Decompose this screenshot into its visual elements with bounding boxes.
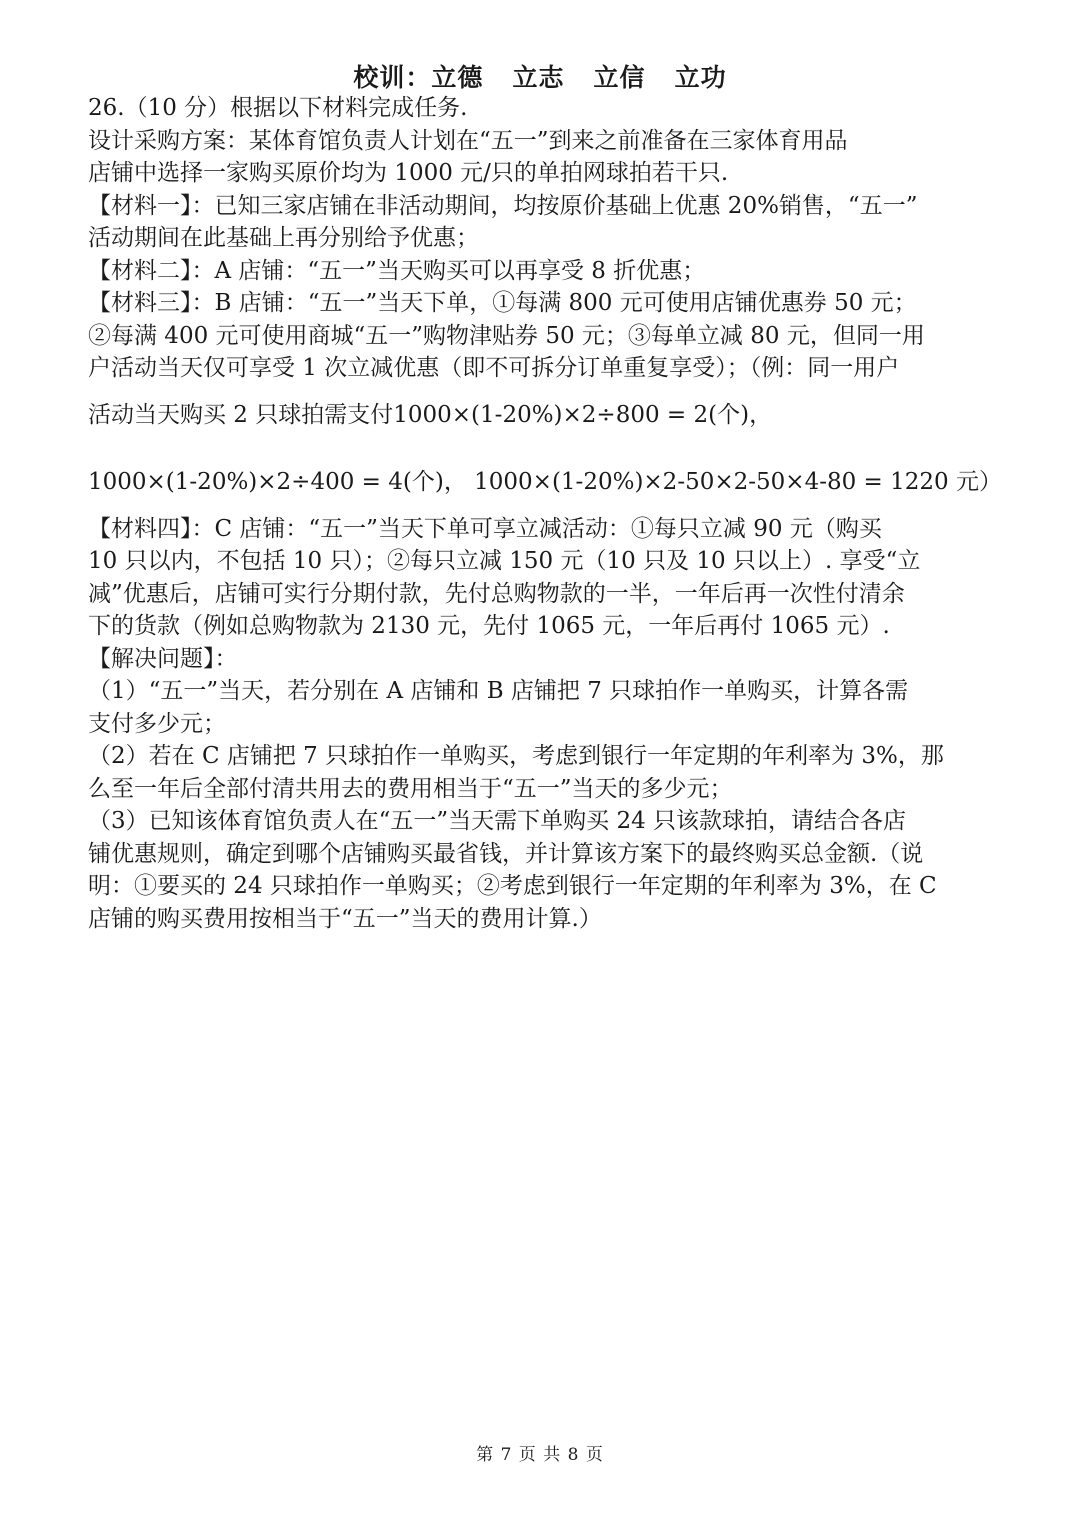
- example-formula-line: 活动当天购买 2 只球拍需支付1000×(1-20%)×2÷800 = 2(个)，: [88, 401, 773, 428]
- example-formula-line: 1000×(1-20%)×2÷400 = 4(个)， 1000×(1-20%)×2-50×2-50×4-80 = 1220 元）: [88, 469, 1002, 495]
- question-line: 铺优惠规则，确定到哪个店铺购买最省钱，并计算该方案下的最终购买总金额.（说: [88, 840, 924, 867]
- question-line: 么至一年后全部付清共用去的费用相当于“五一”当天的多少元；: [88, 775, 733, 802]
- question-line: 店铺的购买费用按相当于“五一”当天的费用计算.）: [88, 905, 602, 932]
- question-line: 户活动当天仅可享受 1 次立减优惠（即不可拆分订单重复享受）；（例：同一用户: [88, 355, 900, 381]
- page-number: 第 7 页 共 8 页: [476, 1445, 604, 1465]
- question-line: 支付多少元；: [88, 710, 226, 737]
- question-line: 【材料一】：已知三家店铺在非活动期间，均按原价基础上优惠 20%销售，“五一”: [88, 192, 918, 219]
- question-line: 【材料三】：B 店铺：“五一”当天下单，①每满 800 元可使用店铺优惠券 50 元；: [88, 290, 917, 316]
- question-line: （3）已知该体育馆负责人在“五一”当天需下单购买 24 只该款球拍，请结合各店: [88, 808, 907, 834]
- question-line: 店铺中选择一家购买原价均为 1000 元/只的单拍网球拍若干只.: [88, 160, 729, 186]
- question-26: [88, 92, 1008, 935]
- question-line: 下的货款（例如总购物款为 2130 元，先付 1065 元，一年后再付 1065 元）.: [88, 613, 890, 639]
- school-motto: 校训：立德 立志 立信 立功: [353, 63, 727, 92]
- question-line: 26.（10 分）根据以下材料完成任务.: [88, 95, 468, 121]
- question-line: 设计采购方案：某体育馆负责人计划在“五一”到来之前准备在三家体育用品: [88, 127, 848, 154]
- question-line: 【解决问题】：: [88, 645, 238, 672]
- question-line: 10 只以内，不包括 10 只）；②每只立减 150 元（10 只及 10 只以上）. 享受“立: [88, 548, 921, 574]
- question-line: 活动期间在此基础上再分别给予优惠；: [88, 225, 479, 251]
- question-line: 减”优惠后，店铺可实行分期付款，先付总购物款的一半，一年后再一次性付清余: [88, 580, 905, 607]
- question-line: 【材料二】：A 店铺：“五一”当天购买可以再享受 8 折优惠；: [88, 257, 706, 284]
- question-line: （2）若在 C 店铺把 7 只球拍作一单购买，考虑到银行一年定期的年利率为 3%，那: [88, 743, 944, 769]
- question-line: 明：①要买的 24 只球拍作一单购买；②考虑到银行一年定期的年利率为 3%，在 C: [88, 873, 937, 899]
- question-line: ②每满 400 元可使用商城“五一”购物津贴券 50 元；③每单立减 80 元，但同一用: [88, 322, 925, 349]
- question-line: （1）“五一”当天，若分别在 A 店铺和 B 店铺把 7 只球拍作一单购买，计算各需: [88, 678, 909, 704]
- question-line: 【材料四】：C 店铺：“五一”当天下单可享立减活动：①每只立减 90 元（购买: [88, 515, 882, 542]
